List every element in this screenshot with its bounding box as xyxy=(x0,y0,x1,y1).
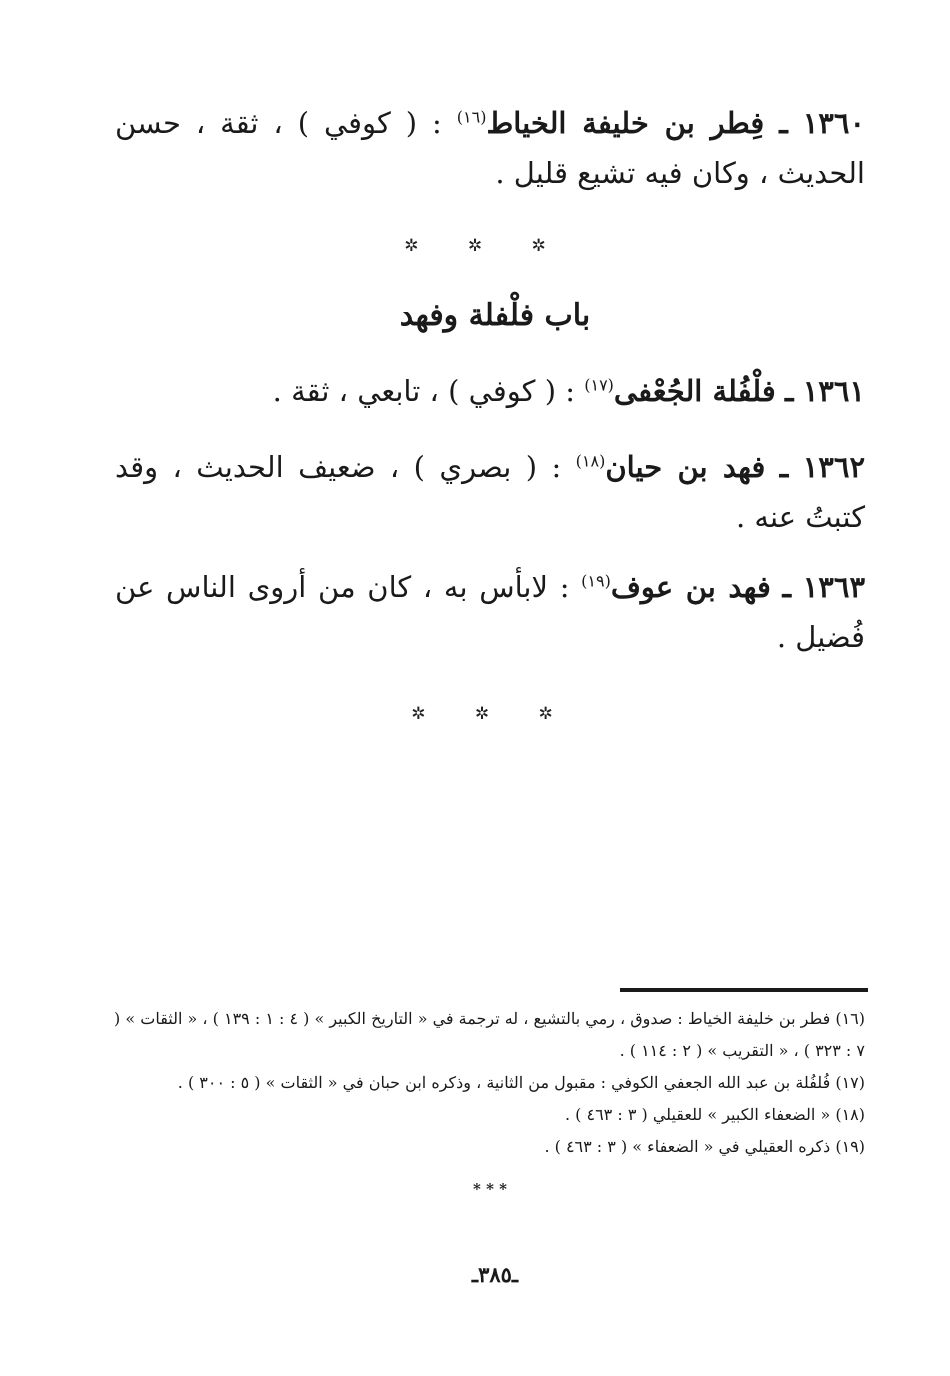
entry-number: ١٣٦٠ xyxy=(802,106,866,140)
footnote-ref: ١٧ xyxy=(590,375,608,395)
entry-name: فهد بن عوف xyxy=(610,570,771,604)
entry-1361: ١٣٦١ ـ فلْفُلة الجُعْفى$^{(١٧)}$ : ( كوفي ) ، تابعي ، ثقة . xyxy=(272,374,865,408)
star-icon: ✲ xyxy=(538,704,553,724)
entry-text: : لابأس به ، كان من أروى الناس عن فُضيل . xyxy=(115,570,865,654)
entry-name: فِطر بن خليفة الخياط xyxy=(486,106,765,140)
page-number: ـ٣٨٥ـ xyxy=(471,1262,519,1287)
entry-name: فلْفُلة الجُعْفى xyxy=(613,374,776,408)
entry-1362: ١٣٦٢ ـ فهد بن حيان$^{(١٨)}$ : ( بصري ) ، ضعيف الحديث ، وقد كتبتُ عنه . xyxy=(115,450,866,534)
entry-name: فهد بن حيان xyxy=(605,450,766,484)
entry-dash: ـ xyxy=(784,374,794,408)
star-icon: ✲ xyxy=(474,704,490,724)
star-icon: ✲ xyxy=(404,236,419,256)
chapter-title: باب فلْفلة وفهد xyxy=(399,298,591,333)
star-icon: ✲ xyxy=(411,704,426,724)
section-separator xyxy=(0,704,950,724)
entry-dash: ـ xyxy=(782,570,792,604)
entry-text: : ( بصري ) ، ضعيف الحديث ، وقد كتبتُ عنه . xyxy=(115,450,865,534)
entry-dash: ـ xyxy=(779,450,789,484)
star-icon: ✲ xyxy=(531,236,546,256)
footnotes xyxy=(105,1003,865,1163)
entry-number: ١٣٦٣ xyxy=(802,570,866,604)
footnote-17: (١٧) فُلفُلة بن عبد الله الجعفي الكوفي : مقبول من الثانية ، وذكره ابن حبان في « الثقات » ( ٥ : ٣٠٠ ) . xyxy=(177,1073,865,1092)
footnote-ref: ١٦ xyxy=(463,107,481,127)
entry-text: : ( كوفي ) ، تابعي ، ثقة . xyxy=(272,374,576,408)
footnote-ref: ١٨ xyxy=(581,451,600,471)
footnote-end-separator: * * * xyxy=(473,1180,507,1198)
section-separator xyxy=(0,236,950,256)
entry-1363: ١٣٦٣ ـ فهد بن عوف$^{(١٩)}$ : لابأس به ، كان من أروى الناس عن فُضيل . xyxy=(115,570,866,654)
entry-text: : ( كوفي ) ، ثقة ، حسن الحديث ، وكان فيه تشيع قليل . xyxy=(115,106,865,190)
footnote-ref: ١٩ xyxy=(587,571,605,591)
entry-dash: ـ xyxy=(779,106,788,140)
footnote-18: (١٨) « الضعفاء الكبير » للعقيلي ( ٣ : ٤٦٣ ) . xyxy=(564,1105,865,1124)
footnote-divider xyxy=(620,988,868,992)
footnote-16: (١٦) فطر بن خليفة الخياط : صدوق ، رمي بالتشيع ، له ترجمة في « التاريخ الكبير » ( ٤ : ١ : ١٣٩ ) ، « الثقات » ( ٧ : ٣٢٣ ) ، « التقريب » ( ٢ : ١١٤ ) . xyxy=(114,1009,865,1060)
entry-1360: ١٣٦٠ ـ فِطر بن خليفة الخياط$^{(١٦)}$ : ( كوفي ) ، ثقة ، حسن الحديث ، وكان فيه تشيع قليل . xyxy=(115,106,866,190)
entry-number: ١٣٦٢ xyxy=(802,450,866,484)
footnote-19: (١٩) ذكره العقيلي في « الضعفاء » ( ٣ : ٤٦٣ ) . xyxy=(544,1137,865,1156)
star-icon: ✲ xyxy=(467,236,483,256)
entry-number: ١٣٦١ xyxy=(802,374,865,408)
